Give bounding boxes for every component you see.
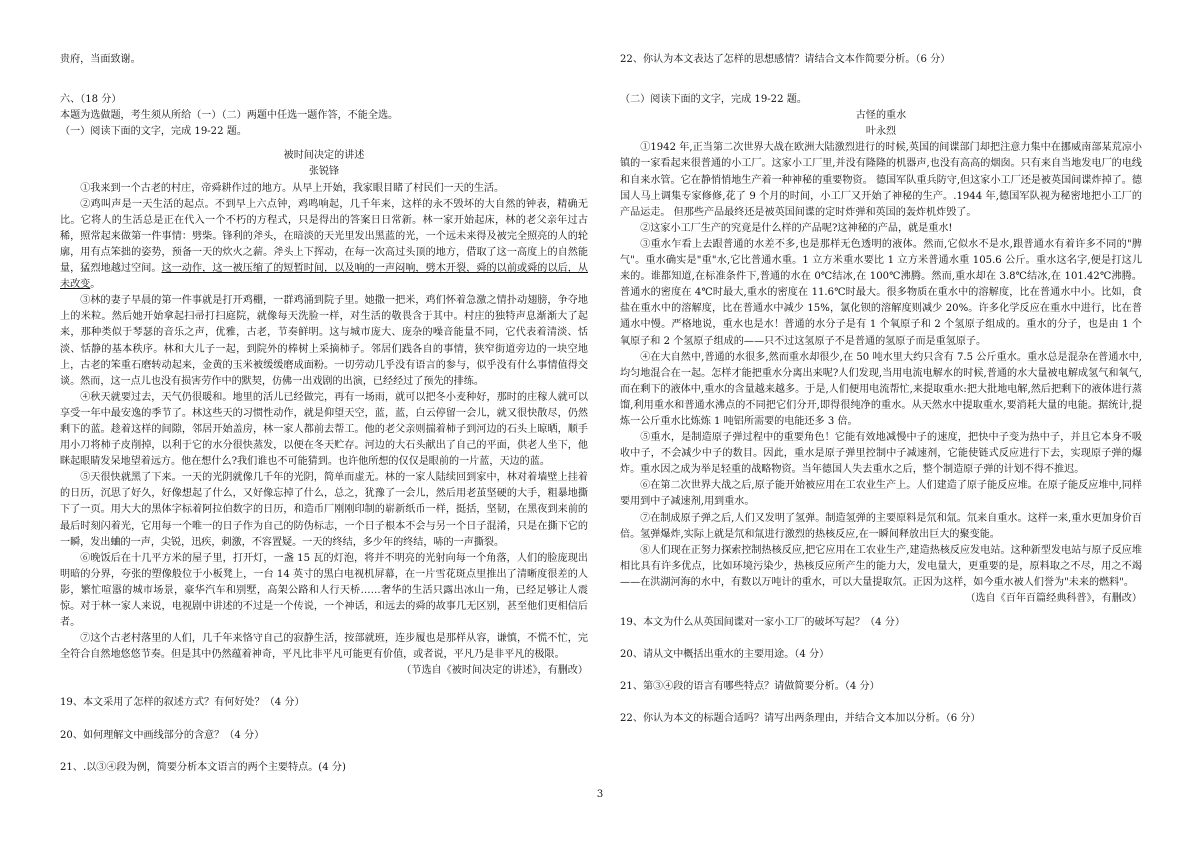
question-20: 20、如何理解文中画线部分的含意？（4 分）: [60, 729, 265, 741]
question-21-part-two: 21、第③④段的语言有哪些特点？请做简要分析。（4 分）: [620, 681, 880, 693]
article-paragraph-4: ④在大自然中,普通的水很多,然而重水却很少,在 50 吨水里大约只含有 7.5 公斤重水。重水总是混杂在普通水中,均匀地混合在一起。怎样才能把重水分离出来呢?人们发现,当用电流电解水的时候,普通的水大量被电解成氢气和氧气,而在剩下的液体中,重水的含量越来越多。于是,人们便用电流帮忙,来提取重水:把大批地电解,然后把剩下的液体进行蒸馏,利用重水和普通水沸点的不同把它们分开,即得很纯净的重水。从天然水中提取重水,要消耗大量的电能。据统计,提炼一公斤重水比炼炼 1 吨铝所需要的电能还多 3 倍。: [620, 351, 1142, 427]
story-paragraph-1: ①我来到一个古老的村庄，帝舜耕作过的地方。从早上开始，我家眼目睹了村民们一天的生活。: [80, 182, 505, 194]
story-source: （节选自《被时间决定的讲述》，有删改）: [401, 665, 588, 677]
right-column: [620, 52, 1142, 727]
article-paragraph-7: ⑦在制成原子弹之后,人们又发明了氢弹。制造氢弹的主要原料是氘和氚。氘来自重水。这样一来,重水更加身价百倍。氢弹爆炸,实际上就是氘和氚进行激烈的热核反应,在一瞬间释放出巨大的聚变能。: [620, 512, 1142, 540]
question-22-part-one: 22、你认为本文表达了怎样的思想感情？请结合文本作简要分析。（6 分）: [620, 54, 951, 65]
article-source: （选自《百年百篇经典科普》，有删改）: [965, 593, 1142, 604]
paragraph-2-text: ②鸡叫声是一天生活的起点。不到早上六点钟，鸡鸣响起，几千年来，这样的永不毁坏的大自然的钟表，精确无比。它将人的生活总是正在代入一个不朽的方程式，只是得出的答案日日常新。林一家开始起床，林的老父亲年过古稀，照常起来做第一件事情：劈柴。锋利的斧头，在暗淡的天光里发出黑蓝的光，一个远未来得及被完全照亮的人的轮廓，用有点笨拙的姿势，预备一天的炊火之薪。斧头上下挥动，在每一次高过头顶的地方，借取了这一高度上的自然能量，猛烈地越过空间。: [60, 198, 588, 275]
story-paragraph-4: ④秋天就要过去，天气仍很暖和。地里的活儿已经做完，再有一场雨，就可以把冬小麦种好，那时的庄稼人就可以享受一年中最安逸的季节了。林这些天的习惯性动作，就是仰望天空，蓝，蓝，白云停留一会儿，就又很快散尽，仍然剩下的蓝。趁着这样的间隙，邻居开始盖房，林一家人都前去帮工。他的老父亲则揣着柿子到河边的石头上晾晒，顺手用小刀将柿子皮削掉，以利于它的水分很快蒸发，以便在冬天贮存。河边的大石头献出了自己的平面，供老人坐下，他眯起眼睛发呆地望着远方。他在想什么?我们谁也不可能猜到。也许他所想的仅仅是眼前的一片蓝，天边的蓝。: [60, 391, 588, 468]
question-20-part-two: 20、请从文中概括出重水的主要用途。（4 分）: [620, 649, 830, 661]
article-paragraph-8: ⑧人们现在正努力探索控制热核反应,把它应用在工农业生产,建造热核反应发电站。这种新型发电站与原子反应堆相比具有许多优点，比如环境污染少，热核反应所产生的能力大，发电量大，更重要的是，原料取之不尽，用之不竭——在洪湖河海的水中，有数以万吨计的重水，可以大量提取氘。正因为这样，如今重水被人们誉为"未来的燃料"。: [620, 544, 1142, 588]
article-paragraph-6: ⑥在第二次世界大战之后,原子能开始被应用在工农业生产上。人们建造了原子能反应堆。在原子能反应堆中,同样要用到中子减速剂,用到重水。: [620, 480, 1142, 508]
story-paragraph-7: ⑦这个古老村落里的人们，几千年来恪守自己的寂静生活，按部就班，连步履也是那样从容，谦慎，不慌不忙，完全符合自然地悠悠节奏。但是其中仍然蕴着神奇，平凡比非平凡可能更有价值，或者说，平凡乃是非平凡的极限。: [60, 633, 588, 661]
article-paragraph-1: ①1942 年,正当第二次世界大战在欧洲大陆激烈进行的时候,英国的间谍部门却把注意力集中在挪威南部某荒凉小镇的一家看起来很普通的小工厂。这家小工厂里,并没有隆隆的机器声,也没有高高的烟囱。只有来自当地发电厂的电线和自来水管。它在静悄悄地生产着一种神秘的重要物资。 德国军队重兵防守,但这家小工厂还是被英国间谍炸掉了。德国人马上调集专家修修,花了 9 个月的时间，小工厂又开始了神秘的生产。.1944 年,德国军队视为秘密地把小工厂的产品运走。 但那些产品最终还是被英国间谍的定时炸弹和英国的轰炸机炸毁了。: [620, 142, 1142, 218]
paragraph-2-end: 。: [90, 279, 101, 291]
carryover-text: 贵府，当面致谢。: [60, 54, 141, 65]
question-21: 21、.以③④段为例，简要分析本文语言的两个主要特点。(4 分): [60, 761, 346, 773]
underlined-passage: 这一动作，这一被压缩了的短暂时间，以及响的一声闷响，劈木开裂，舜的以前或舜的以后，从未改变: [60, 263, 589, 291]
page-number: 3: [596, 789, 604, 800]
story-author: 张锐锋: [308, 166, 340, 178]
story-paragraph-2: [60, 197, 588, 294]
question-19-part-two: 19、本文为什么从英国间谍对一家小工厂的破坏写起？（4 分）: [620, 617, 905, 629]
instructions: 本题为选做题，考生须从所给（一）（二）两题中任选一题作答，不能全选。: [60, 110, 399, 122]
article-paragraph-5: ⑤重水，是制造原子弹过程中的重要角色！它能有效地减慢中子的速度，把快中子变为热中子，并且它本身不吸收中子，不会减少中子的数目。因此，重水是原子弹里控制中子减速剂，它能使链式反应进行下去，实现原子弹的爆炸。重水因之成为举足轻重的战略物资。当年德国人失去重水之后，整个制造原子弹的计划不得不推迟。: [620, 432, 1142, 476]
article-paragraph-2: ②这家小工厂生产的究竟是什么样的产品呢?这神秘的产品，就是重水!: [640, 222, 953, 234]
section-heading: 六、（18 分）: [60, 94, 122, 106]
story-paragraph-5: ⑤天很快就黑了下来。一天的光阴就像几千年的光阴，简单而虚无。林的一家人陆续回到家中，林对着墙壁上挂着的日历，沉思了好久，好像想起了什么，又好像忘掉了什么，总之，犹豫了一会儿，然后用老茧坚硬的大手，粗暴地撕下了一页。用大大的黑体字标着阿拉伯数字的日历，和造币厂刚刚印制的崭新纸币一样，挺括，坚韧，在黑夜到来前的最后时刻闪着光，它用每一个唯一的日子作为自己的防伪标志，一个日子根本不会与另一个日子混淆，只是在撕下它的一瞬，发出蛐的一声，尖锐，迅疾，刺激，不容置疑。一天的终结，多少年的终结，哧的一声撕裂。: [60, 472, 588, 548]
left-column: [60, 52, 588, 776]
part-two-heading: （二）阅读下面的文字，完成 19-22 题。: [620, 94, 807, 106]
story-paragraph-3: ③林的妻子早晨的第一件事就是打开鸡棚，一群鸡涌到院子里。她撒一把米，鸡们怀着急激之情扑动翅膀，争夺地上的米粒。然后她开始拿起扫帚打扫庭院，就像每天洗脸一样，对生活的敬畏含于其中。村庄的独特声息渐渐大了起来，那种类似于琴瑟的音乐之声，优雅，古老，节奏鲜明。这与城市庞大、庞杂的噪音能量不同，它代表着清淡、恬淡、恬静的基本秩序。林和大儿子一起，到院外的棒树上采摘柿子。邻居们践各自的事情，狭窄街道旁边的一块空地上，古老的笨重石磨转动起来，金黄的玉米被缓缓磨成面粉。一切劳动几乎没有语言的参与，似乎没有什么事情值得交谈。然而，这一点儿也没有损害劳作中的默契，仿佛一出戏剧的出演，已经经过了预先的排练。: [60, 295, 588, 387]
story-title: 被时间决定的讲述: [283, 150, 365, 162]
part-one-heading: （一）阅读下面的文字，完成 19-22 题。: [60, 126, 247, 138]
article-title: 古怪的重水: [855, 110, 907, 122]
story-paragraph-6: ⑥晚饭后在十几平方米的屋子里，打开灯，一盏 15 瓦的灯泡，将并不明亮的光射向每一个角落，人们的脸庞现出明暗的分界，夸张的塑像般位于小板凳上，一台 14 英寸的黑白电视机屏幕，在一片雪花斑点里推出了清晰度很差的人影，繁忙喧嚣的城市场景，豪华汽车和别墅，高架公路和人行天桥……奢华的生活只露出冰山一角，已经足够让人震惊。对于林一家人来说，电视剧中讲述的不过是一个传说，一个神话，和远去的舜的故事几无区别，甚至他们更相信后者。: [60, 552, 588, 629]
question-22-part-two: 22、你认为本文的标题合适吗？请写出两条理由，并结合文本加以分析。（6 分）: [620, 713, 981, 725]
article-paragraph-3: ③重水乍看上去跟普通的水差不多,也是那样无色透明的液体。然而,它似水不是水,跟普通水有着许多不同的"脾气"。重水确实是"重"水,它比普通水重。1 立方米重水要比 1 立方米普通水重 105.6 公斤。重水这名字,便是打这儿来的。谁都知道,在标准条件下,普通的水在 0℃结冰,在 100℃沸腾。然而,重水却在 3.8℃结冰,在 101.42℃沸腾。普通水的密度在 4℃时最大,重水的密度在 11.6℃时最大。很多物质在重水中的溶解度，比在普通水中小。比如，食盐在重水中的溶解度，比在普通水中减少 15%，氯化钡的溶解度则减少 20%。许多化学反应在重水中进行，比在普通水中慢。严格地说，重水也是水！普通的水分子是有 1 个氧原子和 2 个氢原子组成的。重水的分子，也是由 1 个氧原子和 2 个氢原子组成的——只不过这氢原子不是普通的氢原子而是重氢原子。: [620, 238, 1142, 347]
article-author: 叶永烈: [865, 126, 897, 138]
question-19: 19、本文采用了怎样的叙述方式？有何好处？（4 分）: [60, 697, 305, 709]
